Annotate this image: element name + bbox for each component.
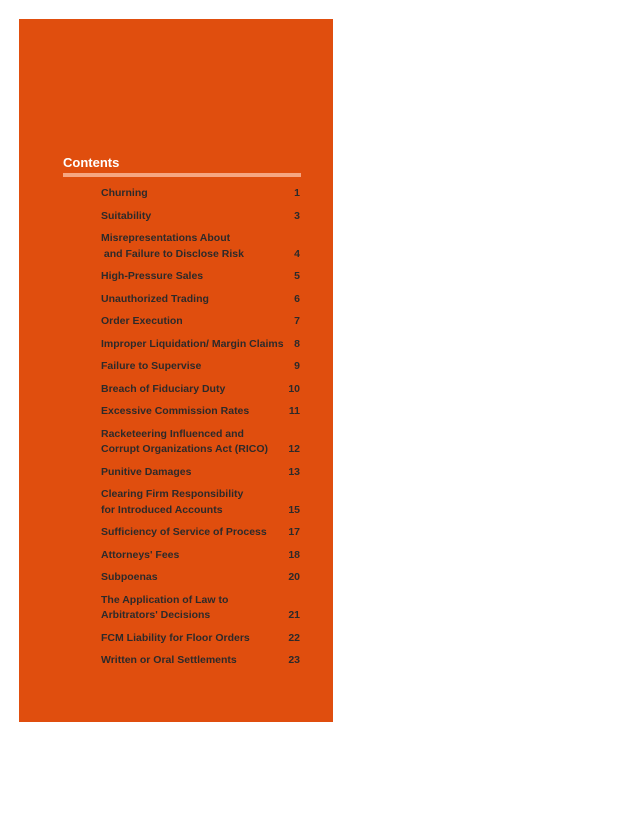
toc-entry-page-number: 10 — [288, 382, 300, 395]
toc-entry-label — [101, 314, 301, 330]
toc-entry-label — [101, 525, 301, 541]
toc-entry-page-number: 1 — [294, 187, 300, 199]
toc-entry-label-line: Excessive Commission Rates — [101, 405, 250, 417]
toc-entry-label-line: Punitive Damages — [101, 465, 192, 478]
toc-entry-label — [101, 570, 301, 586]
toc-entry-label — [101, 593, 301, 624]
toc-entry[interactable] — [101, 231, 301, 262]
toc-entry-label — [101, 465, 301, 481]
toc-entry-page-number: 12 — [288, 443, 300, 455]
toc-entry-label-line: Racketeering Influenced and — [101, 427, 244, 440]
toc-entry-label-line: Written or Oral Settlements — [101, 654, 237, 666]
toc-entry[interactable] — [101, 631, 301, 647]
toc-entry-page-number: 18 — [288, 548, 300, 561]
toc-entry-label-line: Subpoenas — [101, 571, 158, 583]
toc-entry[interactable] — [101, 269, 301, 285]
toc-entry[interactable] — [101, 337, 301, 353]
toc-entry-label — [101, 292, 301, 308]
toc-entry[interactable] — [101, 359, 301, 375]
toc-entry-label-line: Order Execution — [101, 315, 183, 327]
toc-entry-page-number: 22 — [288, 631, 300, 644]
toc-entry-label-line: Sufficiency of Service of Process — [101, 526, 267, 538]
toc-entry-label-line: Failure to Supervise — [101, 360, 202, 372]
toc-entry-page-number: 17 — [288, 526, 300, 538]
toc-entry-page-number: 5 — [294, 270, 300, 282]
toc-entry-label — [101, 653, 301, 669]
toc-entry[interactable] — [101, 186, 301, 202]
toc-entry-page-number: 15 — [288, 503, 300, 516]
toc-entry-label-line: Attorneys' Fees — [101, 548, 180, 561]
toc-entry-label-line: FCM Liability for Floor Orders — [101, 631, 250, 644]
toc-entry[interactable] — [101, 314, 301, 330]
toc-entry-label — [101, 209, 301, 225]
toc-entry[interactable] — [101, 404, 301, 420]
toc-entry[interactable] — [101, 427, 301, 458]
toc-entry-page-number: 11 — [288, 405, 300, 417]
toc-entry-label-line: Suitability — [101, 209, 152, 222]
toc-entry-page-number: 13 — [288, 465, 300, 478]
contents-title: Contents — [63, 155, 120, 170]
toc-entry-page-number: 23 — [288, 654, 300, 666]
toc-entry-label-line: and Failure to Disclose Risk — [101, 247, 244, 260]
toc-entry-page-number: 8 — [294, 337, 300, 350]
toc-entry-label-line: The Application of Law to — [101, 593, 229, 606]
toc-entry-label-line: Arbitrators' Decisions — [101, 609, 211, 621]
toc-entry-label-line: Misrepresentations About — [101, 232, 231, 244]
toc-entry-label-line: Corrupt Organizations Act (RICO) — [101, 443, 269, 455]
toc-entry-label — [101, 427, 301, 458]
toc-entry[interactable] — [101, 548, 301, 564]
toc-entry-label-line: Breach of Fiduciary Duty — [101, 382, 226, 395]
toc-entry-label — [101, 269, 301, 285]
toc-entry-label-line: Improper Liquidation/ Margin Claims — [101, 337, 284, 350]
toc-entry-label — [101, 186, 301, 202]
toc-entry-label — [101, 404, 301, 420]
toc-entry[interactable] — [101, 209, 301, 225]
toc-entry-page-number: 9 — [294, 360, 300, 372]
toc-entry-label — [101, 382, 301, 398]
toc-entry-label — [101, 231, 301, 262]
toc-entry-label-line: High-Pressure Sales — [101, 270, 204, 282]
toc-entry[interactable] — [101, 487, 301, 518]
toc-entry[interactable] — [101, 525, 301, 541]
toc-entry-label-line: Clearing Firm Responsibility — [101, 488, 244, 500]
toc-entry-page-number: 7 — [294, 315, 300, 327]
toc-entry[interactable] — [101, 653, 301, 669]
toc-entry-page-number: 6 — [294, 292, 300, 305]
toc-entry-label — [101, 631, 301, 647]
title-rule — [63, 173, 301, 177]
toc-entry-label — [101, 487, 301, 518]
toc-entry[interactable] — [101, 570, 301, 586]
toc-entry-label-line: Churning — [101, 187, 148, 199]
table-of-contents — [101, 186, 301, 676]
toc-entry[interactable] — [101, 593, 301, 624]
toc-entry[interactable] — [101, 465, 301, 481]
toc-entry[interactable] — [101, 292, 301, 308]
toc-entry-label — [101, 337, 301, 353]
toc-entry-label — [101, 359, 301, 375]
toc-entry-page-number: 3 — [294, 209, 300, 222]
toc-entry-page-number: 20 — [288, 571, 300, 583]
toc-entry-label-line: for Introduced Accounts — [101, 503, 223, 516]
toc-entry-page-number: 4 — [294, 247, 300, 260]
toc-entry-label — [101, 548, 301, 564]
toc-entry-page-number: 21 — [288, 609, 300, 621]
toc-entry-label-line: Unauthorized Trading — [101, 292, 209, 305]
toc-entry[interactable] — [101, 382, 301, 398]
